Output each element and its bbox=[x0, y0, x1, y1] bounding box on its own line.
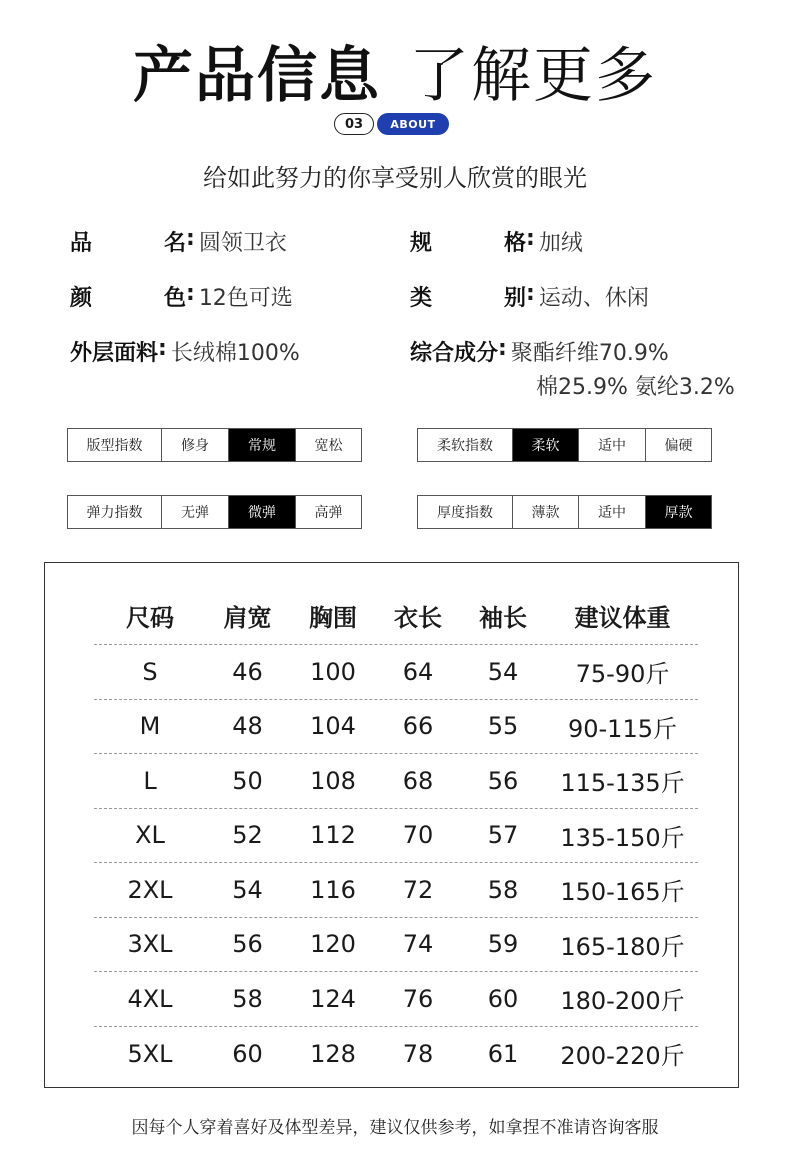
index-option-selected: 柔软 bbox=[512, 429, 578, 461]
fit-index bbox=[67, 428, 362, 462]
info-label: 外层面料 bbox=[70, 341, 159, 366]
table-cell: 78 bbox=[402, 1039, 434, 1068]
index-label: 弹力指数 bbox=[68, 496, 161, 528]
section-number: 03 bbox=[334, 113, 374, 135]
table-cell: 58 bbox=[487, 875, 519, 904]
table-cell: 108 bbox=[310, 766, 356, 795]
table-cell: 56 bbox=[487, 766, 519, 795]
index-option-selected: 常规 bbox=[228, 429, 295, 461]
title-bold: 产品信息 bbox=[133, 41, 381, 111]
info-value: 加绒 bbox=[538, 231, 583, 256]
info-label: 规 格 bbox=[410, 231, 526, 256]
table-cell: 68 bbox=[402, 766, 434, 795]
table-cell: 58 bbox=[232, 984, 263, 1013]
table-cell: 48 bbox=[232, 712, 263, 741]
info-label: 综合成分 bbox=[410, 341, 499, 366]
table-header-row bbox=[94, 587, 698, 645]
table-cell: 54 bbox=[487, 657, 519, 686]
table-cell: 115-135斤 bbox=[560, 769, 685, 798]
info-value: 12色可选 bbox=[198, 286, 293, 311]
table-cell: 55 bbox=[487, 712, 519, 741]
table-cell: XL bbox=[135, 821, 165, 850]
table-row bbox=[94, 809, 698, 864]
slogan: 给如此努力的你享受别人欣赏的眼光 bbox=[203, 164, 587, 192]
table-cell: 75-90斤 bbox=[575, 660, 670, 689]
index-option: 宽松 bbox=[295, 429, 361, 461]
index-label: 版型指数 bbox=[68, 429, 161, 461]
table-cell: 128 bbox=[310, 1039, 356, 1068]
info-value: 运动、休闲 bbox=[538, 286, 649, 311]
table-cell: 180-200斤 bbox=[560, 987, 685, 1016]
info-value: 长绒棉100% bbox=[170, 341, 300, 366]
index-option: 适中 bbox=[578, 429, 645, 461]
table-cell: 116 bbox=[310, 875, 356, 904]
table-cell: 70 bbox=[402, 821, 434, 850]
info-value: 聚酯纤维70.9% bbox=[510, 341, 669, 366]
table-cell: 61 bbox=[487, 1039, 519, 1068]
info-spec: 规 格 : 加绒 bbox=[410, 226, 583, 256]
table-cell: 60 bbox=[232, 1039, 263, 1068]
table-cell: 150-165斤 bbox=[560, 878, 685, 907]
table-cell: 3XL bbox=[127, 930, 173, 959]
table-header-cell: 袖长 bbox=[479, 604, 527, 632]
table-cell: 124 bbox=[310, 984, 356, 1013]
table-cell: 74 bbox=[402, 930, 434, 959]
table-cell: 59 bbox=[487, 930, 519, 959]
table-cell: S bbox=[142, 657, 158, 686]
table-row bbox=[94, 700, 698, 755]
table-cell: 76 bbox=[402, 984, 434, 1013]
table-row bbox=[94, 918, 698, 973]
table-cell: 100 bbox=[310, 657, 356, 686]
about-pill: ABOUT bbox=[377, 113, 449, 135]
table-cell: 46 bbox=[232, 657, 263, 686]
stretch-index bbox=[67, 495, 362, 529]
table-cell: 112 bbox=[310, 821, 356, 850]
index-option: 偏硬 bbox=[645, 429, 711, 461]
table-cell: M bbox=[139, 712, 161, 741]
softness-index bbox=[417, 428, 712, 462]
table-cell: 165-180斤 bbox=[560, 932, 685, 961]
table-cell: 135-150斤 bbox=[560, 823, 685, 852]
info-label: 类 别 bbox=[410, 286, 526, 311]
table-cell: 104 bbox=[310, 712, 356, 741]
table-cell: 120 bbox=[310, 930, 356, 959]
info-label: 品 名 bbox=[70, 231, 186, 256]
table-row bbox=[94, 754, 698, 809]
index-option: 高弹 bbox=[295, 496, 361, 528]
table-cell: 64 bbox=[402, 657, 434, 686]
info-category: 类 别 : 运动、休闲 bbox=[410, 281, 649, 311]
size-table bbox=[94, 587, 698, 1081]
index-option-selected: 厚款 bbox=[645, 496, 711, 528]
size-chart bbox=[44, 562, 739, 1088]
info-product-name: 品 名 : 圆领卫衣 bbox=[70, 226, 287, 256]
table-cell: 57 bbox=[487, 821, 519, 850]
info-outer-fabric: 外层面料 : 长绒棉100% bbox=[70, 336, 300, 366]
title-light: 了解更多 bbox=[409, 41, 657, 111]
info-value: 圆领卫衣 bbox=[198, 231, 287, 256]
table-cell: L bbox=[143, 766, 157, 795]
table-cell: 2XL bbox=[127, 875, 173, 904]
section-badge bbox=[334, 113, 449, 135]
table-cell: 90-115斤 bbox=[567, 714, 677, 743]
index-label: 柔软指数 bbox=[418, 429, 512, 461]
table-row bbox=[94, 972, 698, 1027]
info-label: 颜 色 bbox=[70, 286, 186, 311]
table-cell: 52 bbox=[232, 821, 263, 850]
table-cell: 54 bbox=[232, 875, 263, 904]
index-option-selected: 微弹 bbox=[228, 496, 295, 528]
table-header-cell: 尺码 bbox=[126, 604, 174, 632]
index-option: 适中 bbox=[578, 496, 645, 528]
index-option: 无弹 bbox=[161, 496, 228, 528]
table-cell: 66 bbox=[402, 712, 434, 741]
table-header-cell: 建议体重 bbox=[574, 604, 671, 632]
table-cell: 200-220斤 bbox=[560, 1042, 685, 1071]
index-option: 修身 bbox=[161, 429, 228, 461]
table-cell: 5XL bbox=[127, 1039, 173, 1068]
table-row bbox=[94, 645, 698, 700]
table-cell: 50 bbox=[232, 766, 263, 795]
table-row bbox=[94, 863, 698, 918]
table-cell: 72 bbox=[402, 875, 434, 904]
table-row bbox=[94, 1027, 698, 1082]
table-header-cell: 衣长 bbox=[394, 604, 442, 632]
info-value-line2: 棉25.9% 氨纶3.2% bbox=[536, 375, 735, 400]
thickness-index bbox=[417, 495, 712, 529]
table-header-cell: 胸围 bbox=[309, 604, 357, 632]
index-option: 薄款 bbox=[512, 496, 578, 528]
table-cell: 56 bbox=[232, 930, 263, 959]
table-header-cell: 肩宽 bbox=[223, 604, 272, 632]
footer-note: 因每个人穿着喜好及体型差异，建议仅供参考，如拿捏不准请咨询客服 bbox=[131, 1118, 659, 1138]
table-cell: 4XL bbox=[127, 984, 173, 1013]
index-label: 厚度指数 bbox=[418, 496, 512, 528]
table-cell: 60 bbox=[487, 984, 519, 1013]
info-color: 颜 色 : 12色可选 bbox=[70, 281, 293, 311]
page-title bbox=[0, 28, 790, 114]
info-composition: 综合成分 : 聚酯纤维70.9% 棉25.9% 氨纶3.2% bbox=[410, 336, 735, 400]
